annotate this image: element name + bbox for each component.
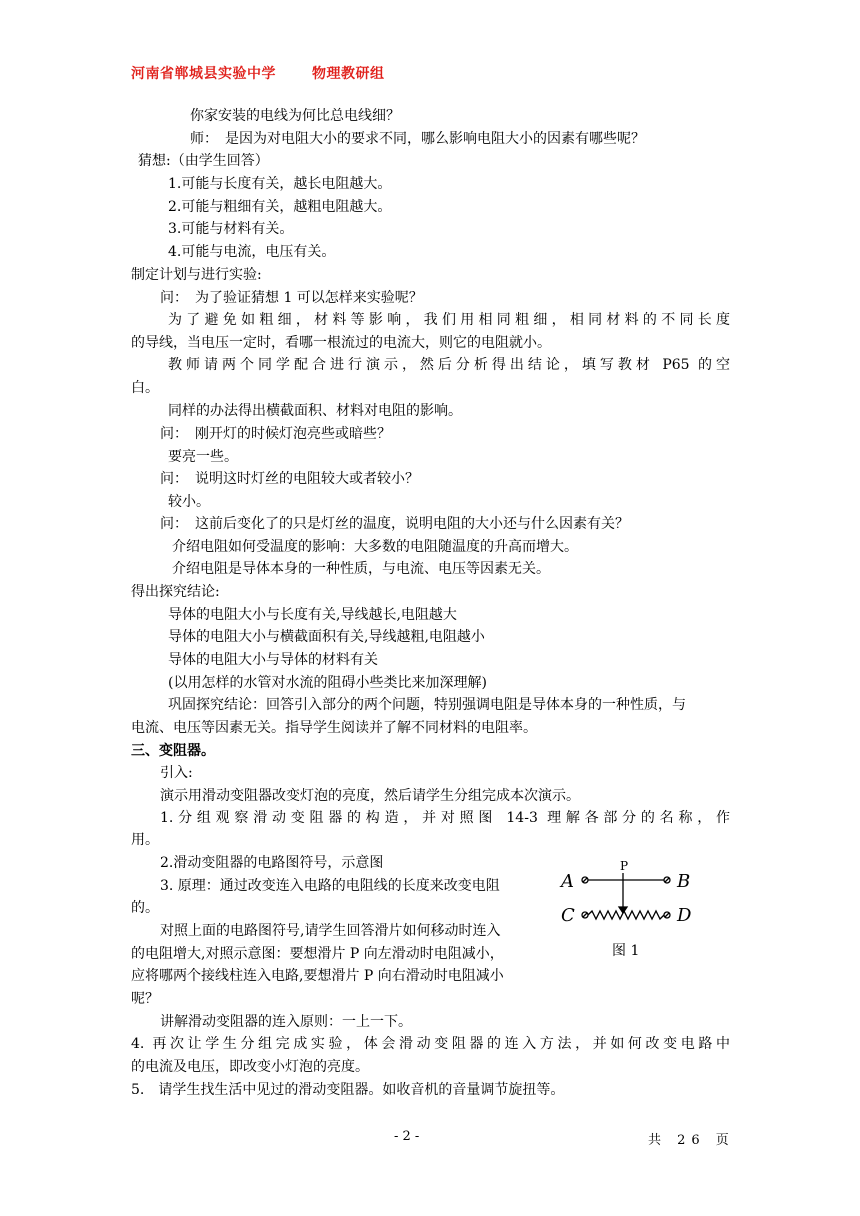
- text-line: 介绍电阻如何受温度的影响：大多数的电阻随温度的升高而增大。: [172, 539, 578, 555]
- text-line: 1.分组观察滑动变阻器的构造，并对照图 14-3 理解各部分的名称，作: [160, 810, 730, 826]
- text-line: 1.可能与长度有关，越长电阻越大。: [168, 176, 392, 192]
- text-line: 介绍电阻是导体本身的一种性质，与电流、电压等因素无关。: [172, 561, 550, 577]
- total-pages: 共 26 页: [648, 1133, 735, 1148]
- text-line: 问： 为了验证猜想 1 可以怎样来实验呢？: [160, 290, 423, 306]
- text-line: 问： 刚开灯的时候灯泡亮些或暗些？: [160, 426, 391, 442]
- label-p: P: [620, 859, 629, 873]
- text-line: 4.可能与电流，电压有关。: [168, 244, 336, 260]
- text-line: 导体的电阻大小与横截面积有关,导线越粗,电阻越小: [168, 629, 485, 645]
- text-line: (以用怎样的水管对水流的阻碍小些类比来加深理解): [168, 675, 487, 691]
- text-line: 猜想:（由学生回答）: [138, 153, 269, 169]
- text-line: 你家安装的电线为何比总电线细？: [190, 108, 400, 124]
- text-line: 导体的电阻大小与长度有关,导线越长,电阻越大: [168, 607, 457, 623]
- resistor-coil: [582, 911, 670, 919]
- school-name: 河南省郸城县实验中学: [131, 66, 276, 82]
- label-c: C: [561, 905, 575, 926]
- text-line: 导体的电阻大小与导体的材料有关: [168, 652, 378, 668]
- text-line: 同样的办法得出横截面积、材料对电阻的影响。: [168, 403, 462, 419]
- text-line: 较小。: [168, 494, 210, 510]
- text-line: 2.可能与粗细有关，越粗电阻越大。: [168, 199, 392, 215]
- text-line: 为了避免如粗细，材料等影响，我们用相同粗细，相同材料的不同长度: [168, 312, 730, 328]
- text-line: 引入:: [160, 765, 193, 781]
- text-line: 白。: [131, 380, 159, 396]
- text-line: 3. 原理：通过改变连入电路的电阻线的长度来改变电阻: [160, 878, 500, 894]
- page-number: - 2 -: [394, 1129, 420, 1144]
- label-a: A: [561, 871, 574, 892]
- text-line: 得出探究结论:: [131, 584, 220, 600]
- text-line: 巩固探究结论：回答引入部分的两个问题，特别强调电阻是导体本身的一种性质，与: [168, 697, 686, 713]
- text-line: 电流、电压等因素无关。指导学生阅读并了解不同材料的电阻率。: [131, 720, 537, 736]
- text-line: 3.可能与材料有关。: [168, 221, 294, 237]
- text-line: 的。: [131, 900, 159, 916]
- label-d: D: [677, 905, 692, 926]
- section-heading: 三、变阻器。: [131, 743, 215, 759]
- top-rod: [582, 877, 670, 883]
- text-line: 制定计划与进行实验:: [131, 267, 262, 283]
- text-line: 的导线，当电压一定时，看哪一根流过的电流大，则它的电阻就小。: [131, 335, 551, 351]
- label-b: B: [677, 871, 691, 892]
- text-line: 问： 这前后变化了的只是灯丝的温度，说明电阻的大小还与什么因素有关？: [160, 516, 629, 532]
- text-line: 教师请两个同学配合进行演示，然后分析得出结论，填写教材 P65 的空: [168, 357, 730, 373]
- slider-contact: [619, 873, 627, 913]
- figure-caption: 图 1: [612, 943, 640, 959]
- text-line: 用。: [131, 832, 159, 848]
- text-line: 2.滑动变阻器的电路图符号，示意图: [160, 855, 384, 871]
- text-line: 问： 说明这时灯丝的电阻较大或者较小？: [160, 471, 419, 487]
- group-name: 物理教研组: [312, 66, 385, 82]
- text-line: 师： 是因为对电阻大小的要求不同，哪么影响电阻大小的因素有哪些呢？: [190, 131, 645, 147]
- page-header: [131, 63, 385, 83]
- text-line: 的电阻增大,对照示意图：要想滑片 P 向左滑动时电阻减小，: [131, 946, 504, 962]
- text-line: 的电流及电压，即改变小灯泡的亮度。: [131, 1059, 369, 1075]
- text-line: 讲解滑动变阻器的连入原则：一上一下。: [160, 1014, 412, 1030]
- text-line: 应将哪两个接线柱连入电路,要想滑片 P 向右滑动时电阻减小: [131, 968, 504, 984]
- text-line: 4. 再次让学生分组完成实验，体会滑动变阻器的连入方法，并如何改变电路中: [131, 1036, 730, 1052]
- text-line: 要亮一些。: [168, 449, 238, 465]
- text-line: 5. 请学生找生活中见过的滑动变阻器。如收音机的音量调节旋扭等。: [131, 1082, 565, 1098]
- text-line: 呢？: [131, 991, 159, 1007]
- text-line: 对照上面的电路图符号,请学生回答滑片如何移动时连入: [160, 923, 501, 939]
- text-line: 演示用滑动变阻器改变灯泡的亮度，然后请学生分组完成本次演示。: [160, 788, 580, 804]
